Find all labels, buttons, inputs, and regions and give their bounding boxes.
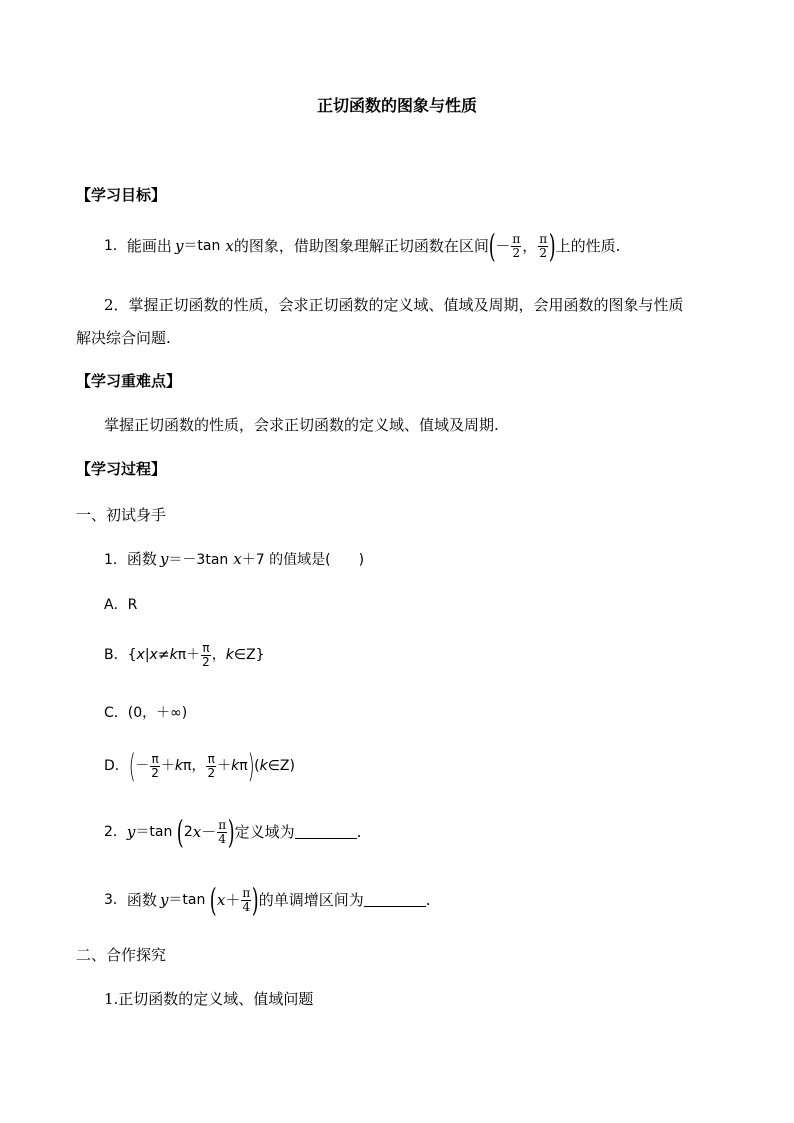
question-3: 3． 函数 y ＝tan ( x ＋ $\frac{\pi}{4}$ ) 的单调增区间为 . — [104, 881, 431, 919]
goal-item-1: 1． 能画出 y ＝tan x 的图象，借助图象理解正切函数在区间 ( － $\frac{\pi}{2}$ ， $\frac{\pi}{2}$ ) 上的性质. — [104, 227, 621, 265]
answer-blank[interactable] — [364, 894, 426, 907]
goal-item-2-line-2: 解决综合问题. — [76, 329, 171, 347]
fraction: $\frac{\pi}{2}$ — [151, 751, 159, 780]
page-title: 正切函数的图象与性质 — [316, 96, 477, 115]
goal-item-2-line-1: 2．掌握正切函数的性质，会求正切函数的定义域、值域及周期，会用函数的图象与性质 — [104, 296, 684, 314]
fraction: $\frac{\pi}{2}$ — [202, 641, 210, 669]
option-c: C．(0，＋∞) — [104, 705, 188, 721]
fraction: $\frac{\pi}{4}$ — [218, 817, 227, 846]
fraction: $\frac{\pi}{2}$ — [512, 231, 521, 260]
part2-subheading-1: 1.正切函数的定义域、值域问题 — [104, 990, 314, 1008]
fraction: $\frac{\pi}{2}$ — [539, 231, 548, 260]
fraction: $\frac{\pi}{4}$ — [242, 885, 251, 914]
question-2: 2． y ＝tan ( 2 x － $\frac{\pi}{4}$ ) 定义域为 . — [104, 813, 362, 851]
fraction: $\frac{\pi}{2}$ — [207, 751, 216, 780]
part2-heading: 二、合作探究 — [76, 946, 167, 964]
answer-blank[interactable] — [295, 826, 357, 839]
question-1: 1． 函数 y ＝－3tan x ＋7 的值域是( ) — [104, 550, 365, 568]
option-a: A．R — [104, 597, 138, 613]
key-points-text: 掌握正切函数的性质，会求正切函数的定义域、值域及周期. — [104, 416, 499, 434]
part1-heading: 一、初试身手 — [76, 506, 167, 524]
option-b: B． { x | x ≠ k π ＋ $\frac{\pi}{2}$ ， k ∈Z} — [104, 641, 265, 669]
option-d: D． ( － $\frac{\pi}{2}$ ＋ k π ， $\frac{\pi}{2}$ ＋ k π ) ( k ∈Z) — [104, 747, 295, 785]
goals-heading: 【学习目标】 — [76, 186, 167, 204]
key-points-heading: 【学习重难点】 — [76, 372, 182, 390]
process-heading: 【学习过程】 — [76, 460, 167, 478]
